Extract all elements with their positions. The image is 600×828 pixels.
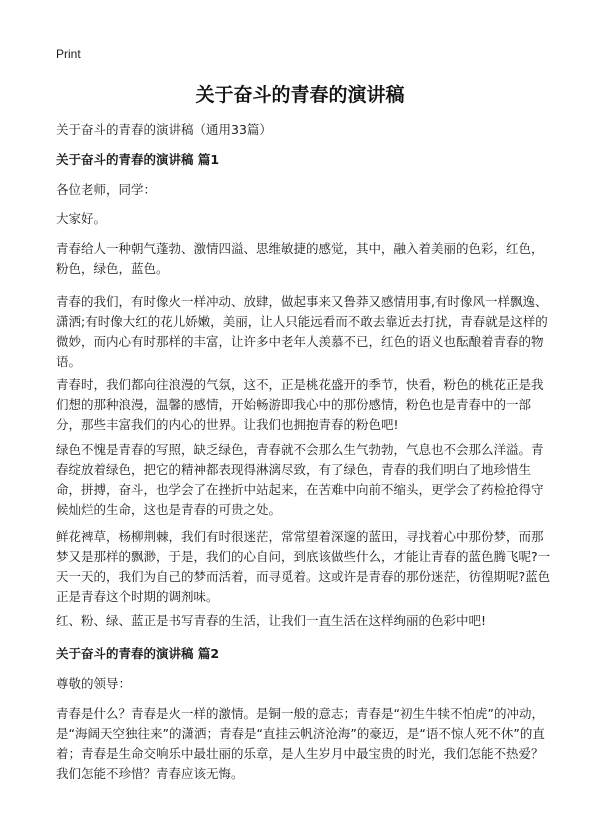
paragraph-1: 青春给人一种朝气蓬勃、激情四溢、思维敏捷的感觉，其中，融入着美丽的色彩，红色，粉色，绿色，蓝色。: [56, 241, 544, 276]
paragraph-greeting: 各位老师，同学：: [56, 182, 157, 197]
paragraph-2: 青春的我们，有时像火一样冲动、放肆，做起事来又鲁莽又感情用事,有时像风一样飘逸、潇洒;有时像大红的花儿娇嫩，美丽，让人只能远看而不敢去靠近去打扰，青春就是这样的微妙，而内心有时那样的丰富，让许多中老年人羡慕不已，红色的语义也酝酿着青春的物语。: [56, 294, 548, 369]
paragraph-5: 鲜花裨草，杨柳荆棘，我们有时很迷茫，常常望着深邃的蓝田，寻找着心中那份梦，而那梦又是那样的飘渺，于是，我们的心自问，到底该做些什么，才能让青春的蓝色腾飞呢?一天一天的，我们为自己的梦而活着，而寻觅着。这或许是青春的那份迷茫，彷徨期呢?蓝色正是青春这个时期的调剂味。: [56, 529, 551, 604]
paragraph-6: 红、粉、绿、蓝正是书写青春的生活，让我们一直生活在这样绚丽的色彩中吧!: [56, 613, 487, 628]
document-title: 关于奋斗的青春的演讲稿: [195, 84, 405, 106]
paragraph-3: 青春时，我们都向往浪漫的气氛，这不，正是桃花盛开的季节，快看，粉色的桃花正是我们想的那种浪漫，温馨的感情，开始畅游即我心中的那份感情，粉色也是青春中的一部分，那些丰富我们的内心的世界。让我们也拥抱青春的粉色吧!: [56, 377, 544, 432]
document-subtitle: 关于奋斗的青春的演讲稿（通用33篇）: [56, 122, 272, 137]
paragraph-respect: 尊敬的领导：: [56, 676, 132, 691]
paragraph-4: 绿色不愧是青春的写照，缺乏绿色，青春就不会那么生气勃勃，气息也不会那么洋溢。青春绽放着绿色，把它的精神都表现得淋漓尽致，有了绿色，青春的我们明白了地珍惜生命，拼搏，奋斗，也学会了在挫折中站起来，在苦难中向前不缩头，更学会了药检抢得守候灿烂的生命，这也是青春的可贵之处。: [56, 442, 544, 517]
section1-heading: 关于奋斗的青春的演讲稿 篇1: [56, 152, 220, 167]
print-label[interactable]: Print: [56, 47, 81, 61]
paragraph-7: 青春是什么？青春是火一样的激情。是铜一般的意志；青春是“初生牛犊不怕虎”的冲动，是“海阔天空独往来”的潇洒；青春是“直挂云帆济沧海”的豪迈，是“语不惊人死不休”的直着；青春是生命交响乐中最壮丽的乐章，是人生岁月中最宝贵的时光，我们怎能不热爱？我们怎能不珍惜？青春应该无悔。: [56, 706, 545, 781]
paragraph-hello: 大家好。: [56, 211, 107, 226]
section2-heading: 关于奋斗的青春的演讲稿 篇2: [56, 646, 220, 661]
